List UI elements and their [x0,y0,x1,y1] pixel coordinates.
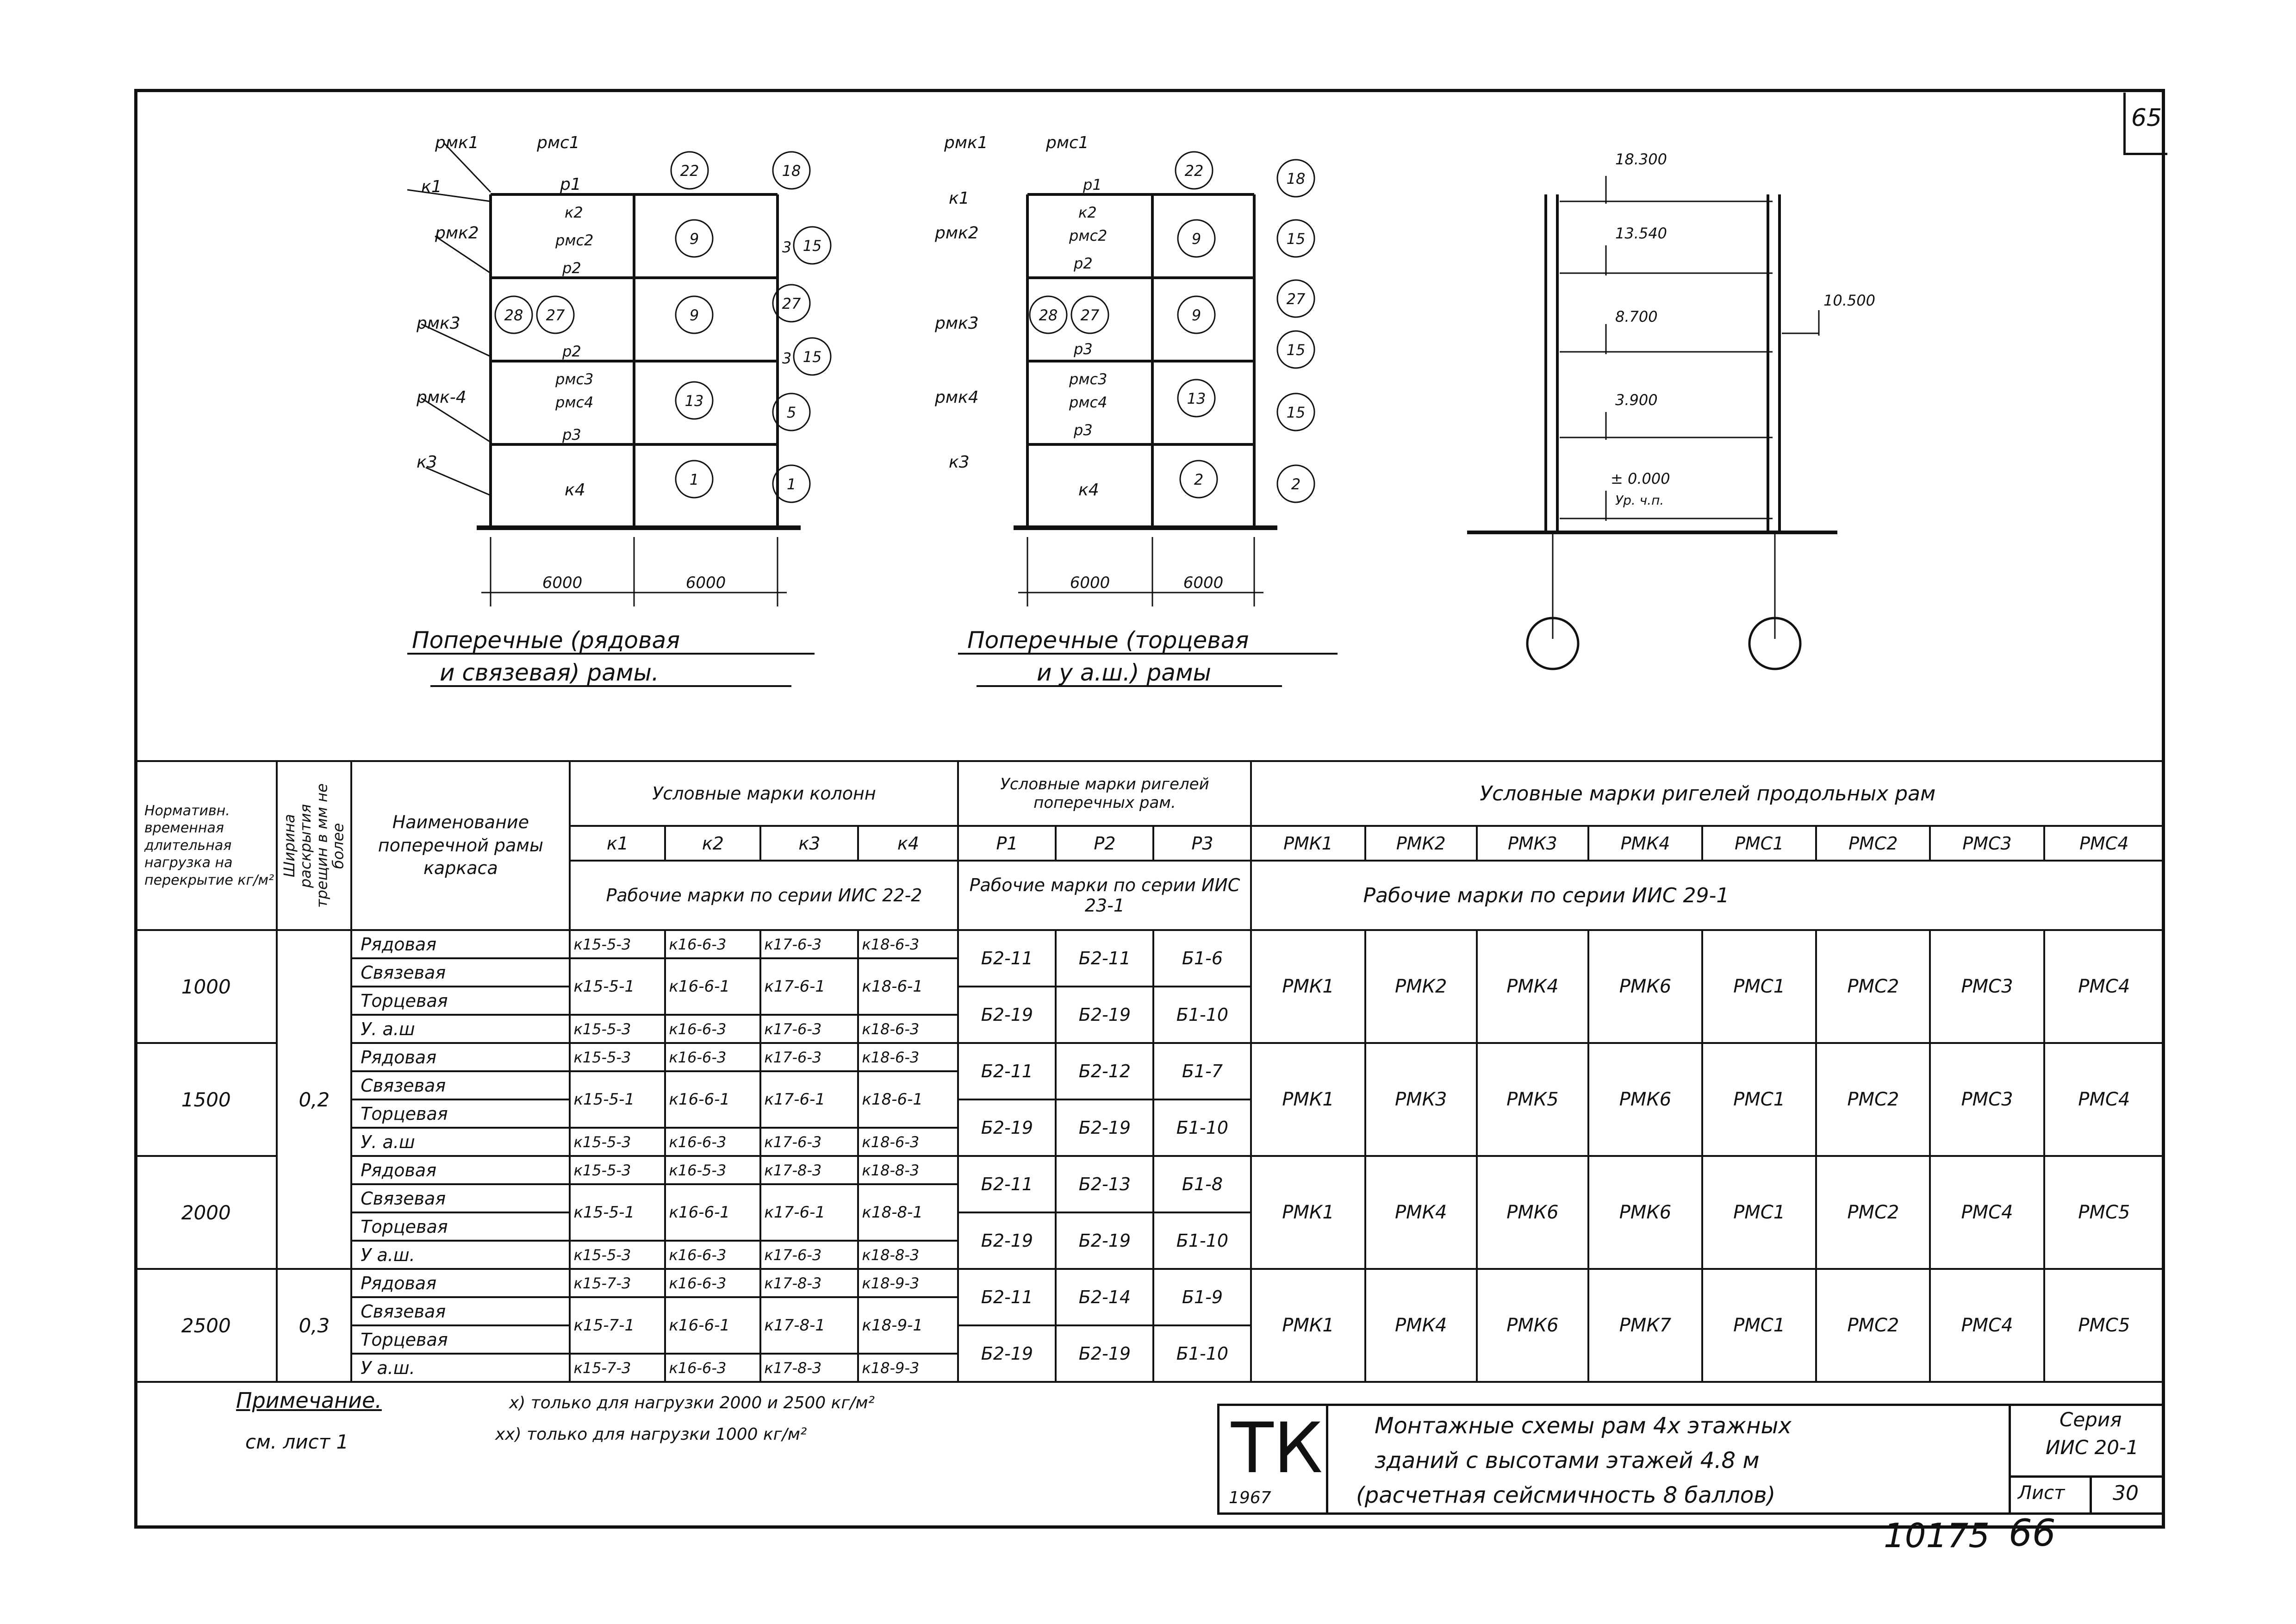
frame-name-cell: Рядовая [351,930,570,958]
frame-name-cell: Торцевая [351,1212,570,1241]
sheet-label: Лист [2018,1482,2065,1504]
column-mark-cell: к17-8-3 [760,1354,858,1382]
girder-mark-cell: Б1-10 [1153,1212,1251,1269]
mark-13540: 13.540 [1615,225,1667,242]
col-pmk1: РМК1 [1251,826,1365,861]
header-columns-title: Условные марки колонн [570,761,958,826]
label-k4: к4 [565,481,585,500]
long-girder-cell: РМС1 [1702,1156,1816,1269]
long-girder-cell: РМК4 [1365,1156,1477,1269]
spec-table [134,760,2165,1383]
label-pmk2: рмк2 [435,224,479,243]
label-pmc4: рмс4 [1069,394,1108,411]
load-cell: 2000 [135,1156,277,1269]
column-mark-cell: к16-5-3 [665,1156,760,1184]
mark-0000: ± 0.000 [1611,470,1670,487]
elevation-diagram [1467,139,1884,718]
label-pmk4: рмк4 [935,388,979,407]
title-line2: зданий с высотами этажей 4.8 м [1375,1448,1760,1474]
column-mark-cell: к15-7-3 [570,1269,665,1297]
column-mark-cell: к18-6-3 [858,1043,958,1071]
circle-18: 18 [1286,170,1306,187]
tk-logo: ТК [1231,1408,1323,1489]
col-pmc4: РМС4 [2044,826,2164,861]
long-girder-cell: РМК3 [1365,1043,1477,1156]
girder-mark-cell: Б1-9 [1153,1269,1251,1325]
column-mark-cell: к18-6-1 [858,958,958,1015]
caption-line1: Поперечные (торцевая [967,627,1249,654]
column-mark-cell: к15-5-3 [570,1156,665,1184]
circle-22: 22 [680,162,699,180]
col-k2: к2 [665,826,760,861]
long-girder-cell: РМС2 [1816,1269,1930,1382]
column-mark-cell: к16-6-3 [665,1241,760,1269]
column-mark-cell: к15-5-3 [570,1241,665,1269]
column-mark-cell: к16-6-3 [665,1269,760,1297]
long-girder-cell: РМК2 [1365,930,1477,1043]
column-mark-cell: к18-6-3 [858,1015,958,1043]
column-mark-cell: к17-6-3 [760,1043,858,1071]
label-pmk4: рмк-4 [417,388,467,407]
column-mark-cell: к18-8-1 [858,1184,958,1241]
girder-mark-cell: Б2-19 [958,1099,1056,1156]
col-pmc3: РМС3 [1930,826,2044,861]
column-mark-cell: к15-5-3 [570,1128,665,1156]
dim-2: 6000 [685,574,726,592]
column-mark-cell: к15-7-1 [570,1297,665,1354]
note-1: х) только для нагрузки 2000 и 2500 кг/м² [509,1393,875,1412]
girder-mark-cell: Б2-19 [1056,1325,1153,1382]
frame-name-cell: Рядовая [351,1043,570,1071]
column-mark-cell: к17-6-3 [760,1015,858,1043]
table-row [135,1043,2164,1071]
load-cell: 1000 [135,930,277,1043]
sheet-value: 30 [2113,1481,2139,1505]
frame-diagram-1 [407,134,870,718]
girder-mark-cell: Б2-19 [958,1212,1056,1269]
circle-1: 1 [689,471,699,488]
header-crack [277,761,351,930]
col-pmc1: РМС1 [1702,826,1816,861]
long-girder-cell: РМС2 [1816,1043,1930,1156]
label-p3b: р3 [1074,421,1093,439]
circle-13: 13 [684,392,704,410]
column-mark-cell: к17-6-1 [760,1071,858,1128]
long-girder-cell: РМК6 [1588,1043,1702,1156]
column-mark-cell: к17-8-1 [760,1297,858,1354]
col-p3: Р3 [1153,826,1251,861]
long-girder-cell: РМК5 [1477,1043,1588,1156]
column-mark-cell: к16-6-3 [665,1354,760,1382]
label-k1: к1 [421,177,442,196]
circle-1: 1 [786,475,796,493]
column-mark-cell: к18-6-3 [858,1128,958,1156]
sheet-number: 65 [2123,93,2167,155]
column-mark-cell: к17-8-3 [760,1269,858,1297]
label-pmc1: рмс1 [537,134,580,152]
girder-mark-cell: Б2-11 [958,1269,1056,1325]
long-girder-cell: РМК6 [1477,1156,1588,1269]
header-load: Нормативн. временная длительная нагрузка на перекрытие кг/м² [135,761,277,930]
col-p1: Р1 [958,826,1056,861]
frame-name-cell: У а.ш. [351,1241,570,1269]
col-k3: к3 [760,826,858,861]
circle-27: 27 [1286,290,1306,308]
mark-floor: Ур. ч.п. [1615,493,1664,508]
column-mark-cell: к17-6-1 [760,958,858,1015]
table-body [135,930,2164,1382]
col-pmk2: РМК2 [1365,826,1477,861]
long-girder-cell: РМС2 [1816,930,1930,1043]
girder-mark-cell: Б2-11 [958,1043,1056,1099]
column-mark-cell: к17-6-3 [760,1128,858,1156]
circle-22: 22 [1184,162,1204,180]
label-p1: р1 [1083,176,1102,194]
title-line3: (расчетная сейсмичность 8 баллов) [1356,1482,1776,1508]
long-girder-cell: РМС1 [1702,930,1816,1043]
girder-mark-cell: Б2-14 [1056,1269,1153,1325]
load-cell: 1500 [135,1043,277,1156]
circle-27: 27 [546,306,565,324]
series-label: Серия [2060,1408,2122,1431]
frame-name-cell: Связевая [351,1071,570,1099]
year: 1967 [1229,1488,1271,1507]
circle-18: 18 [782,162,801,180]
crack-cell: 0,3 [277,1269,351,1382]
frame-name-cell: У. а.ш [351,1015,570,1043]
circle-9: 9 [689,306,699,324]
col-pmk4: РМК4 [1588,826,1702,861]
girder-mark-cell: Б2-19 [1056,987,1153,1043]
circle-27: 27 [782,295,801,312]
column-mark-cell: к15-7-3 [570,1354,665,1382]
label-k3: к3 [417,453,437,472]
crack-cell: 0,2 [277,930,351,1269]
long-girder-cell: РМС1 [1702,1043,1816,1156]
label-p3: р3 [562,426,581,443]
girder-mark-cell: Б1-10 [1153,1099,1251,1156]
long-girder-cell: РМК6 [1588,930,1702,1043]
long-girder-cell: РМС3 [1930,1043,2044,1156]
long-girder-cell: РМК6 [1588,1156,1702,1269]
label-k2: к2 [565,204,583,221]
label-pmk1: рмк1 [944,134,988,152]
col-k1: к1 [570,826,665,861]
mark-10500: 10.500 [1823,292,1875,309]
long-girder-cell: РМС2 [1816,1156,1930,1269]
long-girder-cell: РМК4 [1477,930,1588,1043]
label-pmc3: рмс3 [555,370,594,388]
label-p2: р2 [1074,255,1093,272]
label-p2b: р2 [562,343,581,360]
label-k2: к2 [1078,204,1097,221]
label-k1: к1 [949,189,970,208]
label-p1: р1 [560,175,581,194]
column-mark-cell: к18-8-3 [858,1241,958,1269]
column-mark-cell: к15-5-1 [570,1184,665,1241]
column-mark-cell: к18-6-3 [858,930,958,958]
dim-2: 6000 [1183,574,1224,592]
circle-28: 28 [1039,306,1058,324]
label-p3a: р3 [1074,340,1093,358]
notes-ref: см. лист 1 [245,1430,349,1453]
table-row [135,930,2164,958]
long-girder-cell: РМС3 [1930,930,2044,1043]
column-mark-cell: к15-5-1 [570,958,665,1015]
long-girder-cell: РМС5 [2044,1156,2164,1269]
label-pmk3: рмк3 [935,314,979,333]
columns-series: Рабочие марки по серии ИИС 22-2 [570,861,958,930]
girder-mark-cell: Б1-10 [1153,987,1251,1043]
column-mark-cell: к17-6-3 [760,1241,858,1269]
long-girder-cell: РМК1 [1251,1043,1365,1156]
column-mark-cell: к17-8-3 [760,1156,858,1184]
circle-2: 2 [1291,475,1301,493]
column-mark-cell: к16-6-1 [665,1071,760,1128]
column-mark-cell: к15-5-3 [570,1043,665,1071]
column-mark-cell: к16-6-3 [665,930,760,958]
circle-9: 9 [689,230,699,248]
table-row [135,1156,2164,1184]
title-block [1217,1404,2165,1515]
column-mark-cell: к15-5-1 [570,1071,665,1128]
label-pmc4: рмс4 [555,394,594,411]
page-number: 66 [2009,1512,2056,1555]
long-girder-cell: РМС1 [1702,1269,1816,1382]
column-mark-cell: к18-9-1 [858,1297,958,1354]
girder-mark-cell: Б2-13 [1056,1156,1153,1212]
frame-name-cell: Торцевая [351,1099,570,1128]
header-girders-title: Условные марки ригелей поперечных рам. [958,761,1251,826]
circle-15: 15 [803,237,822,255]
column-mark-cell: к18-8-3 [858,1156,958,1184]
label-pmk2: рмк2 [935,224,979,243]
frame-name-cell: Торцевая [351,987,570,1015]
long-girder-cell: РМК1 [1251,1156,1365,1269]
col-pmc2: РМС2 [1816,826,1930,861]
table-row [135,1269,2164,1297]
long-girder-cell: РМК4 [1365,1269,1477,1382]
column-mark-cell: к17-6-3 [760,930,858,958]
label-pmc2: рмс2 [555,231,594,249]
dim-1: 6000 [1070,574,1110,592]
long-girder-cell: РМС5 [2044,1269,2164,1382]
mark-8700: 8.700 [1615,308,1658,325]
circle-15: 15 [1286,404,1306,421]
frame-name-cell: Связевая [351,1297,570,1325]
doc-number: 10175 [1884,1516,1990,1555]
girder-mark-cell: Б2-19 [958,987,1056,1043]
column-mark-cell: к16-6-3 [665,1043,760,1071]
girder-mark-cell: Б2-19 [1056,1212,1153,1269]
label-p2a: р2 [562,259,581,277]
long-girder-cell: РМС4 [1930,1269,2044,1382]
label-k4: к4 [1078,481,1099,500]
girder-mark-cell: Б2-19 [1056,1099,1153,1156]
note-2: хх) только для нагрузки 1000 кг/м² [495,1425,807,1444]
label-pmk1: рмк1 [435,134,479,152]
title-line1: Монтажные схемы рам 4х этажных [1375,1413,1792,1439]
column-mark-cell: к16-6-1 [665,1184,760,1241]
long-girder-cell: РМК6 [1477,1269,1588,1382]
circle-5: 5 [786,404,796,421]
dim-1: 6000 [542,574,583,592]
column-mark-cell: к16-6-1 [665,1297,760,1354]
girder-mark-cell: Б2-11 [1056,930,1153,987]
circle-15: 15 [1286,341,1306,359]
frame-name-cell: Рядовая [351,1156,570,1184]
frame-diagram-2 [930,134,1393,718]
caption-line2: и связевая) рамы. [440,659,659,686]
long-girder-cell: РМК7 [1588,1269,1702,1382]
long-girder-cell: РМК1 [1251,930,1365,1043]
girder-mark-cell: Б1-7 [1153,1043,1251,1099]
column-mark-cell: к16-6-3 [665,1015,760,1043]
long-series: Рабочие марки по серии ИИС 29-1 [1251,861,2164,930]
girder-mark-cell: Б2-11 [958,930,1056,987]
caption-line2: и у а.ш.) рамы [1037,659,1212,686]
column-mark-cell: к16-6-1 [665,958,760,1015]
circle-9: 9 [1191,230,1201,248]
col-k4: к4 [858,826,958,861]
col-pmk3: РМК3 [1477,826,1588,861]
circle-3: 3 [782,350,792,367]
girder-mark-cell: Б1-8 [1153,1156,1251,1212]
column-mark-cell: к15-5-3 [570,1015,665,1043]
column-mark-cell: к16-6-3 [665,1128,760,1156]
girders-series: Рабочие марки по серии ИИС 23-1 [958,861,1251,930]
circle-3: 3 [782,238,792,256]
column-mark-cell: к17-6-1 [760,1184,858,1241]
long-girder-cell: РМС4 [2044,1043,2164,1156]
frame-name-cell: У. а.ш [351,1128,570,1156]
header-crack-text: Ширина раскрытия трещин в мм не более [280,783,348,908]
col-p2: Р2 [1056,826,1153,861]
long-girder-cell: РМС4 [2044,930,2164,1043]
mark-18300: 18.300 [1615,150,1667,168]
girder-mark-cell: Б1-10 [1153,1325,1251,1382]
column-mark-cell: к18-9-3 [858,1354,958,1382]
girder-mark-cell: Б2-19 [958,1325,1056,1382]
girder-mark-cell: Б1-6 [1153,930,1251,987]
header-long-title: Условные марки ригелей продольных рам [1251,761,2164,826]
frame-name-cell: Торцевая [351,1325,570,1354]
column-mark-cell: к15-5-3 [570,930,665,958]
column-mark-cell: к18-6-1 [858,1071,958,1128]
girder-mark-cell: Б2-11 [958,1156,1056,1212]
circle-2: 2 [1194,471,1204,488]
label-pmk3: рмк3 [417,314,460,333]
column-mark-cell: к18-9-3 [858,1269,958,1297]
frame-name-cell: У а.ш. [351,1354,570,1382]
mark-3900: 3.900 [1615,391,1658,409]
label-pmc1: рмс1 [1046,134,1089,152]
label-k3: к3 [949,453,970,472]
circle-15: 15 [803,348,822,366]
circle-27: 27 [1080,306,1100,324]
frame-name-cell: Рядовая [351,1269,570,1297]
long-girder-cell: РМК1 [1251,1269,1365,1382]
notes-title: Примечание. [236,1388,382,1413]
frame-name-cell: Связевая [351,958,570,987]
circle-13: 13 [1187,390,1206,407]
circle-28: 28 [504,306,523,324]
caption-line1: Поперечные (рядовая [412,627,680,654]
frame-name-cell: Связевая [351,1184,570,1212]
circle-9: 9 [1191,306,1201,324]
circle-15: 15 [1286,230,1306,248]
label-pmc2: рмс2 [1069,227,1108,244]
series-value: ИИС 20-1 [2046,1436,2139,1459]
label-pmc3: рмс3 [1069,370,1108,388]
long-girder-cell: РМС4 [1930,1156,2044,1269]
load-cell: 2500 [135,1269,277,1382]
header-frame-name: Наименование поперечной рамы каркаса [351,761,570,930]
girder-mark-cell: Б2-12 [1056,1043,1153,1099]
